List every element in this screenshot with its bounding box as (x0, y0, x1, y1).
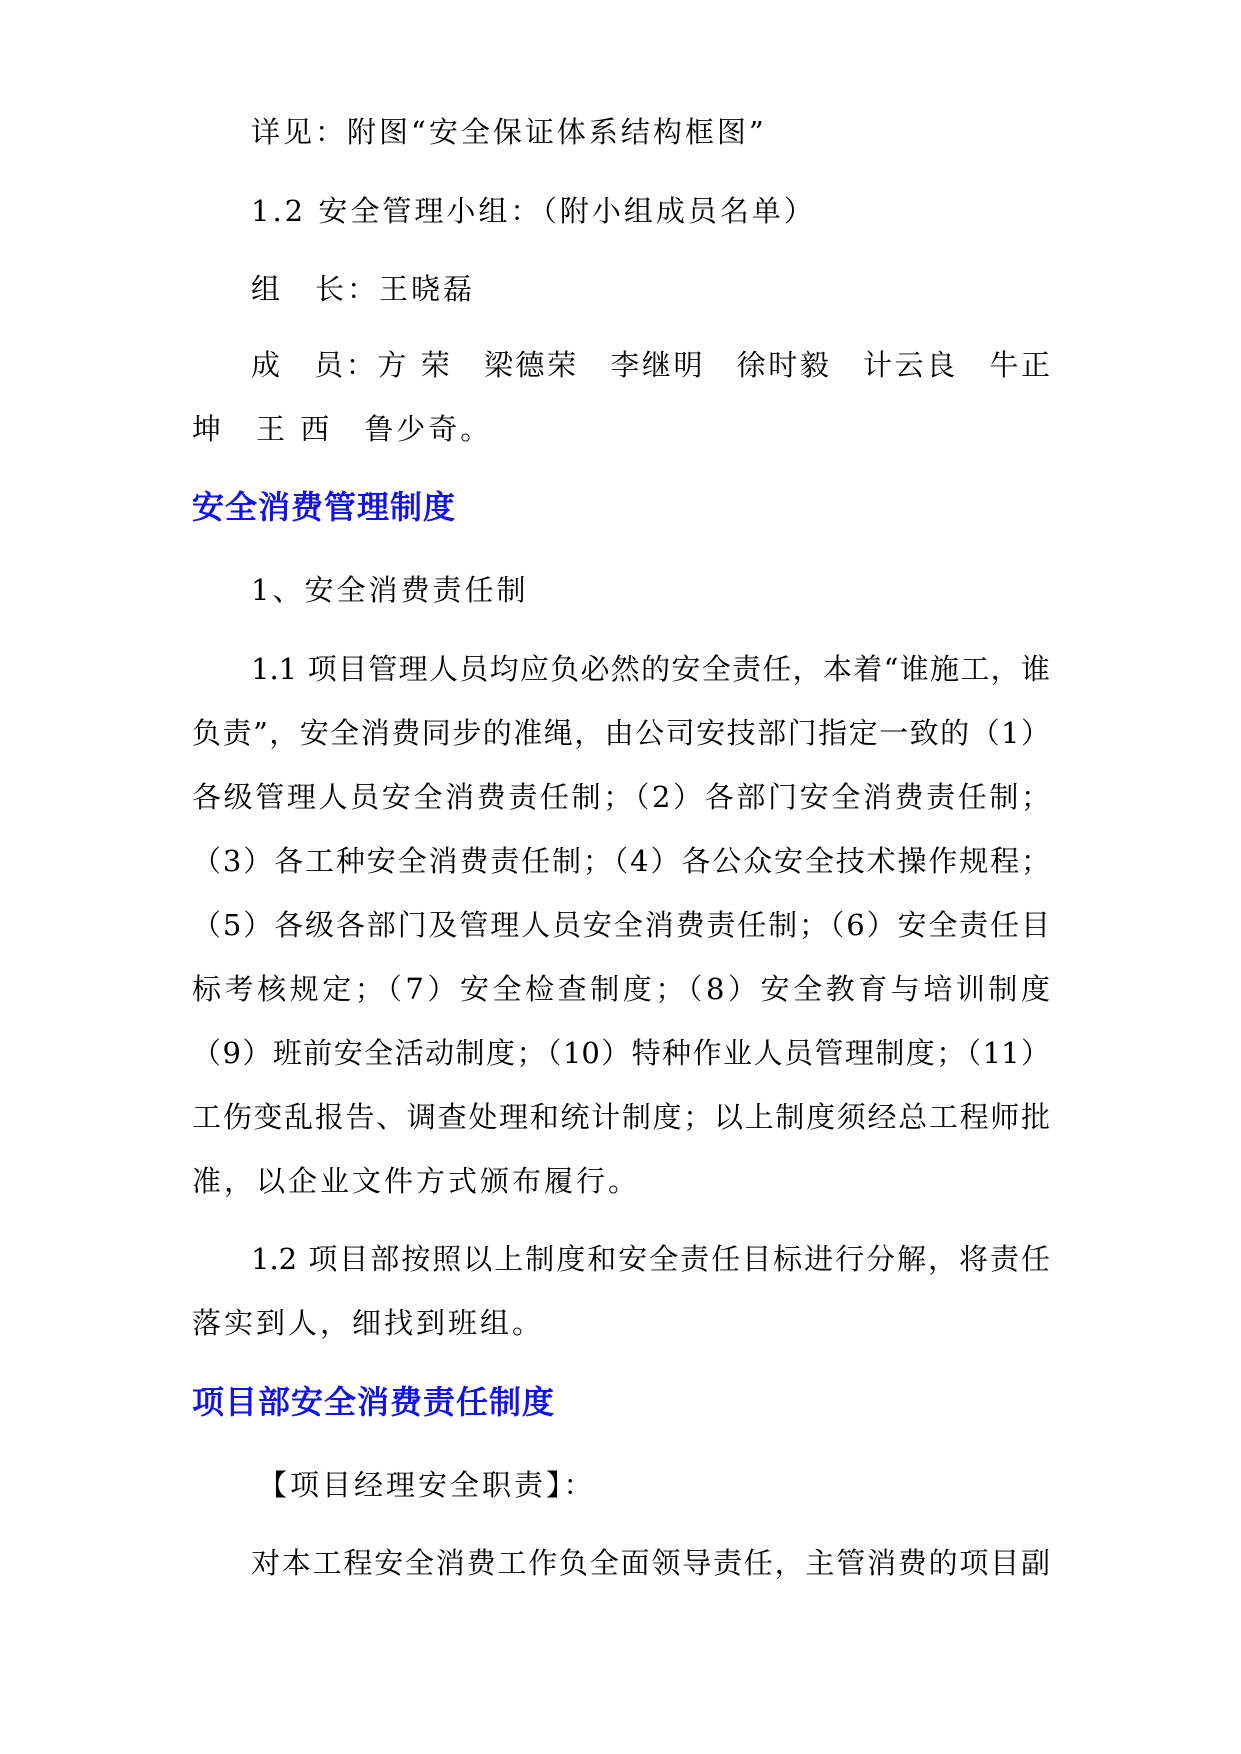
paragraph-1-1-line-4: （3）各工种安全消费责任制；（4）各公众安全技术操作规程； (192, 844, 1050, 878)
role-project-manager-duties: 【项目经理安全职责】： (258, 1468, 596, 1502)
members-line-2: 坤 王 西 鲁少奇。 (192, 412, 493, 446)
intro-detail-line: 详见：附图“安全保证体系结构框图” (251, 115, 767, 149)
paragraph-1-1-line-6: 标考核规定；（7）安全检查制度；（8）安全教育与培训制度 (192, 972, 1050, 1006)
intro-safety-group-line: 1.2 安全管理小组：（附小组成员名单） (251, 194, 816, 228)
paragraph-1-1-line-1: 1.1 项目管理人员均应负必然的安全责任，本着“谁施工，谁 (251, 652, 1050, 686)
paragraph-1-1-line-5: （5）各级各部门及管理人员安全消费责任制；（6）安全责任目 (192, 908, 1050, 942)
paragraph-1-1-line-3: 各级管理人员安全消费责任制；（2）各部门安全消费责任制； (192, 780, 1050, 814)
section-heading-project-safety-responsibility: 项目部安全消费责任制度 (192, 1383, 556, 1421)
paragraph-1-1-line-7: （9）班前安全活动制度；（10）特种作业人员管理制度；（11） (192, 1036, 1050, 1070)
paragraph-1-1-line-8: 工伤变乱报告、调查处理和统计制度；以上制度须经总工程师批 (192, 1100, 1050, 1134)
paragraph-1-1-line-2: 负责”，安全消费同步的准绳，由公司安技部门指定一致的（1） (192, 716, 1050, 750)
paragraph-pm-line-1: 对本工程安全消费工作负全面领导责任，主管消费的项目副 (251, 1546, 1050, 1580)
section-heading-safety-consumption-management: 安全消费管理制度 (192, 488, 457, 526)
intro-group-leader-line: 组 长：王晓磊 (251, 272, 476, 306)
members-line-1: 成 员：方 荣 梁德荣 李继明 徐时毅 计云良 牛正 (251, 348, 1050, 382)
paragraph-1-1-line-9: 准，以企业文件方式颁布履行。 (192, 1164, 641, 1198)
item-safety-responsibility-system: 1、安全消费责任制 (251, 573, 529, 607)
paragraph-1-2-line-1: 1.2 项目部按照以上制度和安全责任目标进行分解，将责任 (251, 1242, 1050, 1276)
paragraph-1-2-line-2: 落实到人，细找到班组。 (192, 1306, 545, 1340)
